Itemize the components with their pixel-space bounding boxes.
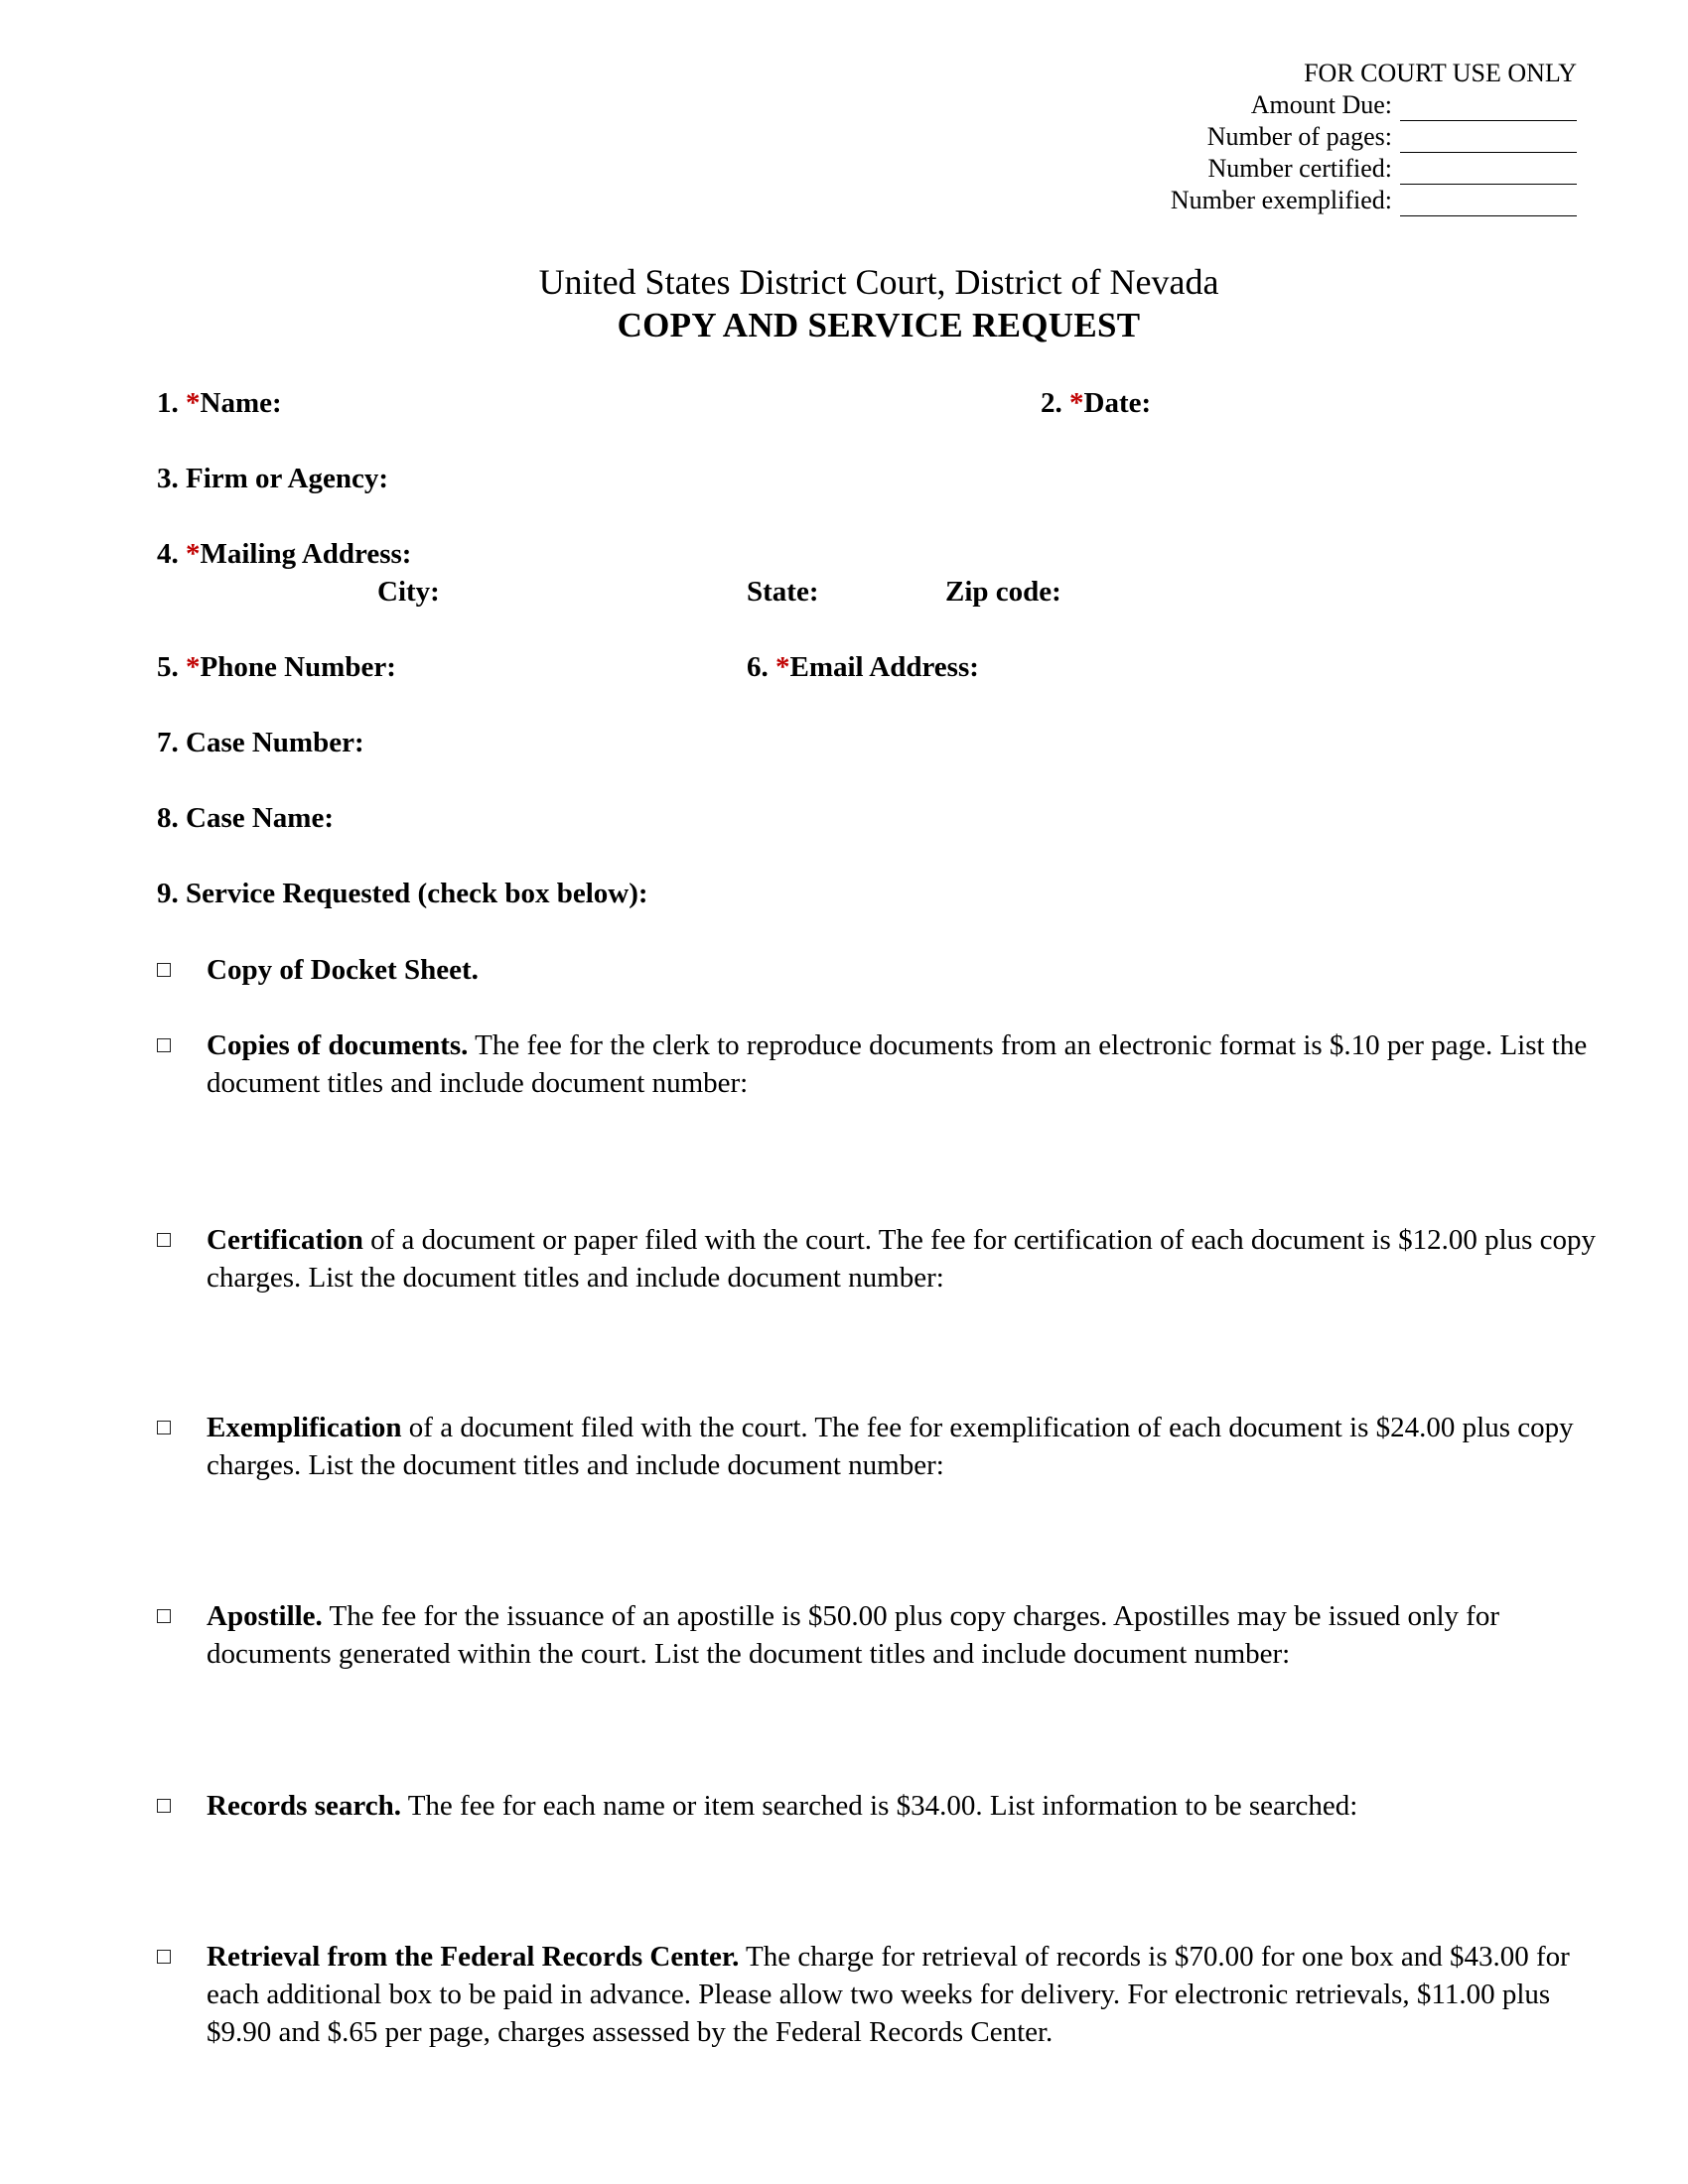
federal-records-description: The charge for retrieval of records is $70.00 for one box and $43.00 for each additional box to be paid in advance. Please allow two weeks for delivery. For electronic retrievals, $11.00 plus $9.90 and $.65 per page, charges assessed by the Federal Records Center. — [207, 1941, 1570, 2048]
court-use-row-amount-due — [1060, 89, 1577, 121]
records-search-title: Records search. — [207, 1790, 401, 1822]
certification-description: of a document or paper filed with the court. The fee for certification of each document is $12.00 plus copy charges. List the document titles and include document number: — [207, 1224, 1597, 1294]
apostille-title: Apostille. — [207, 1600, 323, 1632]
docket-sheet-title: Copy of Docket Sheet. — [207, 954, 479, 986]
mailing-number: 4. — [157, 538, 186, 570]
mailing-label: Mailing Address: — [200, 538, 412, 570]
case-name-field-label[interactable]: 8. Case Name: — [157, 802, 334, 834]
apostille-checkbox[interactable] — [157, 1609, 171, 1623]
exemplification-title: Exemplification — [207, 1412, 402, 1443]
court-use-row-pages — [1060, 121, 1577, 153]
required-marker: * — [186, 387, 201, 419]
number-of-pages-field[interactable] — [1400, 128, 1577, 153]
exemplification-checkbox[interactable] — [157, 1421, 171, 1434]
docket-sheet-checkbox[interactable] — [157, 963, 171, 977]
court-use-row-exemplified — [1060, 185, 1577, 216]
court-use-row-certified — [1060, 153, 1577, 185]
copies-title: Copies of documents. — [207, 1029, 469, 1061]
required-marker: * — [1069, 387, 1084, 419]
number-exemplified-field[interactable] — [1400, 192, 1577, 216]
state-field-label[interactable]: State: — [747, 576, 819, 608]
federal-records-title: Retrieval from the Federal Records Center. — [207, 1941, 740, 1973]
form-header — [0, 260, 1688, 347]
form-title: COPY AND SERVICE REQUEST — [617, 306, 1141, 344]
phone-label: Phone Number: — [200, 651, 396, 683]
docket-sheet-text — [207, 951, 1607, 989]
apostille-description: The fee for the issuance of an apostille is $50.00 plus copy charges. Apostilles may be issued only for documents generated within the court. List the document titles and include document number: — [207, 1600, 1500, 1670]
date-number: 2. — [1041, 387, 1069, 419]
court-use-title: FOR COURT USE ONLY — [1304, 59, 1577, 87]
certification-text — [207, 1221, 1607, 1297]
date-field-label[interactable] — [1041, 387, 1151, 420]
copies-text — [207, 1026, 1607, 1102]
court-name: United States District Court, District of Nevada — [538, 262, 1219, 302]
case-number-field-label[interactable]: 7. Case Number: — [157, 727, 364, 758]
phone-field-label[interactable] — [157, 651, 396, 684]
amount-due-label: Amount Due: — [1250, 90, 1392, 119]
records-search-text — [207, 1787, 1607, 1825]
name-number: 1. — [157, 387, 186, 419]
required-marker: * — [186, 538, 201, 570]
name-label: Name: — [200, 387, 282, 419]
court-use-box — [1060, 58, 1577, 216]
records-search-description: The fee for each name or item searched is $34.00. List information to be searched: — [400, 1790, 1358, 1822]
federal-records-checkbox[interactable] — [157, 1950, 171, 1964]
mailing-address-field-label[interactable] — [157, 538, 411, 571]
amount-due-field[interactable] — [1400, 96, 1577, 121]
city-field-label[interactable]: City: — [377, 576, 440, 608]
phone-number: 5. — [157, 651, 186, 683]
number-of-pages-label: Number of pages: — [1206, 122, 1392, 151]
firm-field-label[interactable]: 3. Firm or Agency: — [157, 463, 389, 494]
email-field-label[interactable] — [747, 651, 979, 684]
number-certified-label: Number certified: — [1207, 154, 1392, 183]
email-number: 6. — [747, 651, 775, 683]
zip-code-field-label[interactable]: Zip code: — [945, 576, 1061, 608]
number-exemplified-label: Number exemplified: — [1170, 186, 1392, 214]
email-label: Email Address: — [789, 651, 979, 683]
service-requested-label: 9. Service Requested (check box below): — [157, 878, 648, 909]
number-certified-field[interactable] — [1400, 160, 1577, 185]
name-field-label[interactable] — [157, 387, 282, 420]
certification-title: Certification — [207, 1224, 363, 1256]
exemplification-text — [207, 1409, 1607, 1484]
required-marker: * — [186, 651, 201, 683]
required-marker: * — [775, 651, 790, 683]
records-search-checkbox[interactable] — [157, 1799, 171, 1813]
copies-checkbox[interactable] — [157, 1038, 171, 1052]
federal-records-text — [207, 1938, 1607, 2051]
apostille-text — [207, 1597, 1607, 1673]
certification-checkbox[interactable] — [157, 1233, 171, 1247]
exemplification-description: of a document filed with the court. The fee for exemplification of each document is $24.00 plus copy charges. List the document titles and include document number: — [207, 1412, 1574, 1481]
copies-description: The fee for the clerk to reproduce documents from an electronic format is $.10 per page. List the document titles and include document number: — [207, 1029, 1588, 1099]
date-label: Date: — [1083, 387, 1152, 419]
